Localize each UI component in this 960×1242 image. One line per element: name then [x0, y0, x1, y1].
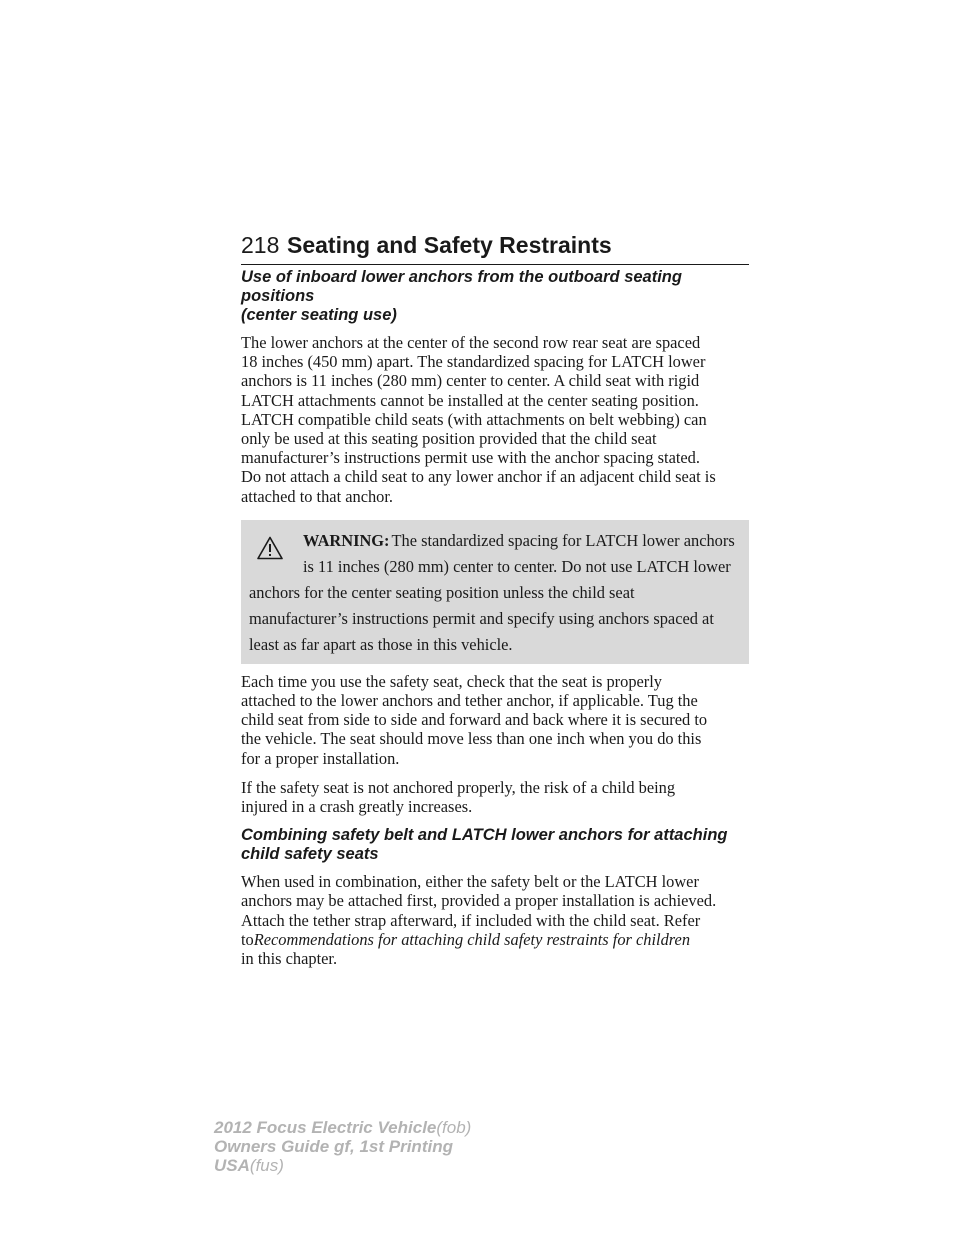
- footer-market: USA: [214, 1156, 250, 1175]
- heading-line: child safety seats: [241, 845, 379, 864]
- text-line: attached to that anchor.: [241, 486, 394, 506]
- footer-code: (fus): [249, 1156, 284, 1175]
- page-footer: [214, 1118, 471, 1175]
- warning-line: anchors for the center seating position unless the child seat: [249, 582, 635, 602]
- text-line: 18 inches (450 mm) apart. The standardized spacing for LATCH lower: [241, 352, 706, 372]
- text-line: The lower anchors at the center of the second row rear seat are spaced: [241, 333, 701, 352]
- heading-line: (center seating use): [241, 306, 397, 324]
- text-line: LATCH attachments cannot be installed at the center seating position.: [241, 390, 699, 410]
- footer-line: [214, 1156, 471, 1175]
- warning-line: [249, 528, 741, 554]
- text-line: injured in a crash greatly increases.: [241, 797, 473, 817]
- text-line: Attach the tether strap afterward, if included with the child seat. Refer: [241, 910, 701, 930]
- cross-reference: Recommendations for attaching child safety restraints for children: [253, 929, 691, 949]
- text-line: only be used at this seating position provided that the child seat: [241, 429, 657, 449]
- warning-line: manufacturer’s instructions permit and specify using anchors spaced at: [249, 608, 714, 628]
- paragraph-anchor-spacing: [241, 333, 749, 506]
- text-line: Do not attach a child seat to any lower anchor if an adjacent child seat is: [241, 467, 716, 487]
- heading-line: Use of inboard lower anchors from the outboard seating positions: [241, 268, 682, 305]
- text-line: Each time you use the safety seat, check that the seat is properly: [241, 671, 662, 691]
- heading-line: Combining safety belt and LATCH lower anchors for attaching: [241, 826, 728, 845]
- text-prefix: to: [241, 929, 254, 949]
- page-header: [241, 230, 749, 265]
- footer-guide: Owners Guide gf, 1st Printing: [214, 1137, 453, 1156]
- warning-label: WARNING:: [303, 530, 390, 550]
- paragraph-combination: [241, 872, 749, 968]
- section-heading-combining: [241, 826, 749, 864]
- footer-code: (fob): [436, 1118, 472, 1137]
- text-line: for a proper installation.: [241, 748, 400, 768]
- warning-line: is 11 inches (280 mm) center to center. Do not use LATCH lower: [303, 556, 731, 576]
- warning-triangle-icon: [257, 536, 283, 560]
- footer-vehicle: 2012 Focus Electric Vehicle: [214, 1118, 437, 1137]
- text-line: the vehicle. The seat should move less than one inch when you do this: [241, 729, 702, 749]
- chapter-title: Seating and Safety Restraints: [287, 232, 612, 258]
- paragraph-check-seat: [241, 672, 749, 768]
- page-content: [241, 268, 749, 978]
- text-line: attached to the lower anchors and tether anchor, if applicable. Tug the: [241, 691, 698, 711]
- text-line: [241, 930, 749, 949]
- text-line: anchors is 11 inches (280 mm) center to center. A child seat with rigid: [241, 371, 700, 391]
- text-line: When used in combination, either the safety belt or the LATCH lower: [241, 872, 699, 892]
- footer-line: [214, 1137, 471, 1156]
- warning-line: least as far apart as those in this vehicle.: [249, 634, 513, 654]
- text-line: If the safety seat is not anchored properly, the risk of a child being: [241, 777, 676, 797]
- text-line: LATCH compatible child seats (with attachments on belt webbing) can: [241, 409, 707, 429]
- footer-line: [214, 1118, 471, 1137]
- text-line: anchors may be attached first, provided a proper installation is achieved.: [241, 891, 717, 911]
- warning-box: [241, 520, 749, 664]
- text-line: manufacturer’s instructions permit use with the anchor spacing stated.: [241, 448, 700, 468]
- page-number: 218: [241, 232, 280, 258]
- paragraph-risk: [241, 778, 749, 816]
- text-line: in this chapter.: [241, 949, 338, 969]
- section-heading-inboard-anchors: [241, 268, 749, 325]
- warning-text: The standardized spacing for LATCH lower anchors: [391, 530, 735, 550]
- text-line: child seat from side to side and forward and back where it is secured to: [241, 710, 708, 730]
